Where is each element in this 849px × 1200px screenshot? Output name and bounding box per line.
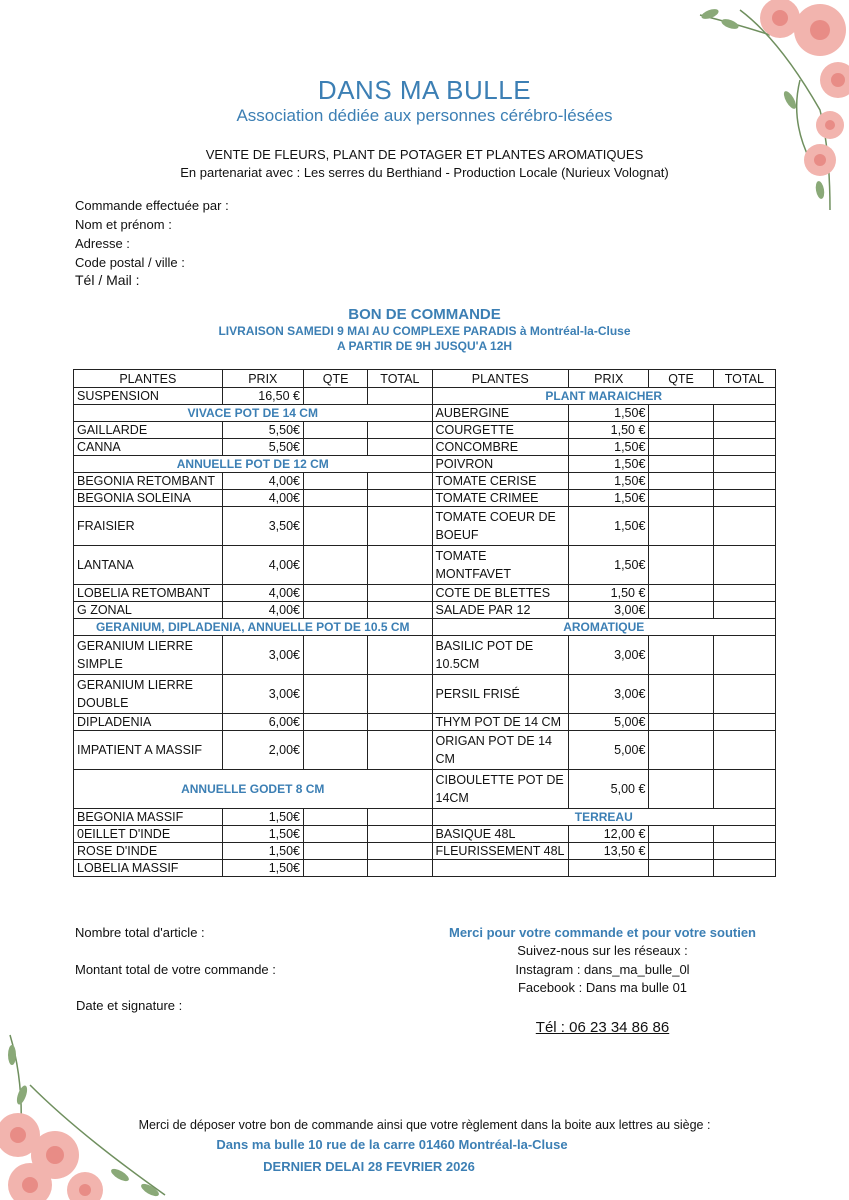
plant-price: 1,50€: [222, 843, 303, 860]
total-cell: [368, 507, 432, 546]
instagram-handle: Instagram : dans_ma_bulle_0l: [515, 962, 690, 977]
plant-name: CONCOMBRE: [432, 439, 569, 456]
table-row: [74, 826, 776, 843]
page-title: DANS MA BULLE: [317, 75, 532, 105]
column-header: PRIX: [569, 370, 649, 388]
table-row: [74, 675, 776, 714]
quantity-cell: [649, 675, 713, 714]
plant-name: TOMATE CERISE: [432, 473, 569, 490]
order-table: [73, 369, 776, 877]
plant-name: CANNA: [74, 439, 223, 456]
quantity-cell: [303, 826, 367, 843]
table-row: [74, 770, 776, 809]
quantity-cell: [303, 860, 367, 877]
plant-name: LOBELIA RETOMBANT: [74, 585, 223, 602]
plant-price: 1,50€: [569, 490, 649, 507]
total-cell: [713, 422, 775, 439]
quantity-cell: [303, 439, 367, 456]
table-row: [74, 809, 776, 826]
date-signature-label: Date et signature :: [76, 998, 183, 1013]
total-amount-label: Montant total de votre commande :: [75, 962, 276, 977]
plant-price: 5,00€: [569, 714, 649, 731]
table-row: [74, 456, 776, 473]
delivery-time: A PARTIR DE 9H JUSQU'A 12H: [336, 339, 513, 353]
quantity-cell: [649, 546, 713, 585]
total-cell: [368, 843, 432, 860]
plant-price: 1,50 €: [569, 422, 649, 439]
section-header: ANNUELLE POT DE 12 CM: [74, 456, 433, 473]
name-field: Nom et prénom :: [75, 217, 172, 232]
total-cell: [368, 490, 432, 507]
table-row: [74, 405, 776, 422]
total-cell: [713, 507, 775, 546]
plant-price: 16,50 €: [222, 388, 303, 405]
plant-name: LANTANA: [74, 546, 223, 585]
plant-name: TOMATE CRIMEE: [432, 490, 569, 507]
table-row: [74, 473, 776, 490]
plant-price: 6,00€: [222, 714, 303, 731]
plant-name: TOMATE COEUR DE BOEUF: [432, 507, 569, 546]
total-cell: [713, 714, 775, 731]
total-cell: [713, 675, 775, 714]
section-header: ANNUELLE GODET 8 CM: [74, 770, 433, 809]
quantity-cell: [649, 507, 713, 546]
plant-name: LOBELIA MASSIF: [74, 860, 223, 877]
plant-price: 1,50€: [222, 860, 303, 877]
plant-price: 5,50€: [222, 439, 303, 456]
section-header: VIVACE POT DE 14 CM: [74, 405, 433, 422]
plant-name: DIPLADENIA: [74, 714, 223, 731]
total-cell: [713, 826, 775, 843]
plant-price: 1,50€: [569, 546, 649, 585]
sale-description: VENTE DE FLEURS, PLANT DE POTAGER ET PLANTES AROMATIQUES: [205, 147, 644, 162]
section-header: AROMATIQUE: [432, 619, 776, 636]
plant-name: SALADE PAR 12: [432, 602, 569, 619]
phone-mail-field: Tél / Mail :: [75, 272, 140, 288]
ordered-by-field: Commande effectuée par :: [75, 198, 229, 213]
quantity-cell: [303, 507, 367, 546]
partner-line: En partenariat avec : Les serres du Berthiand - Production Locale (Nurieux Volognat): [180, 165, 669, 180]
total-cell: [713, 546, 775, 585]
plant-price: 1,50€: [569, 507, 649, 546]
column-header: QTE: [303, 370, 367, 388]
column-header: QTE: [649, 370, 713, 388]
plant-price: 3,50€: [222, 507, 303, 546]
quantity-cell: [303, 473, 367, 490]
table-header-row: [74, 370, 776, 388]
plant-name: GERANIUM LIERRE DOUBLE: [74, 675, 223, 714]
total-cell: [368, 731, 432, 770]
table-row: [74, 860, 776, 877]
table-row: [74, 422, 776, 439]
total-cell: [368, 602, 432, 619]
total-cell: [368, 675, 432, 714]
thanks-message: Merci pour votre commande et pour votre soutien: [449, 925, 756, 940]
plant-name: FRAISIER: [74, 507, 223, 546]
total-cell: [368, 809, 432, 826]
plant-name: CIBOULETTE POT DE 14CM: [432, 770, 569, 809]
deposit-instructions: Merci de déposer votre bon de commande ainsi que votre règlement dans la boite aux lettres au siège :: [138, 1118, 711, 1132]
delivery-info: LIVRAISON SAMEDI 9 MAI AU COMPLEXE PARADIS à Montréal-la-Cluse: [218, 324, 631, 338]
column-header: PLANTES: [74, 370, 223, 388]
plant-price: 5,50€: [222, 422, 303, 439]
plant-name: IMPATIENT A MASSIF: [74, 731, 223, 770]
table-row: [74, 439, 776, 456]
total-cell: [713, 473, 775, 490]
column-header: TOTAL: [713, 370, 775, 388]
quantity-cell: [303, 602, 367, 619]
plant-price: 3,00€: [569, 675, 649, 714]
quantity-cell: [649, 770, 713, 809]
column-header: TOTAL: [368, 370, 432, 388]
plant-price: 1,50€: [569, 405, 649, 422]
quantity-cell: [649, 636, 713, 675]
follow-us: Suivez-nous sur les réseaux :: [517, 943, 688, 958]
total-cell: [368, 714, 432, 731]
quantity-cell: [303, 731, 367, 770]
total-cell: [713, 731, 775, 770]
plant-price: [569, 860, 649, 877]
plant-price: 3,00€: [222, 675, 303, 714]
total-cell: [368, 439, 432, 456]
plant-price: 1,50€: [569, 439, 649, 456]
section-header: GERANIUM, DIPLADENIA, ANNUELLE POT DE 10.5 CM: [74, 619, 433, 636]
quantity-cell: [649, 843, 713, 860]
total-cell: [368, 546, 432, 585]
plant-price: 5,00€: [569, 731, 649, 770]
plant-name: [432, 860, 569, 877]
plant-price: 5,00 €: [569, 770, 649, 809]
table-row: [74, 585, 776, 602]
quantity-cell: [649, 490, 713, 507]
total-cell: [713, 843, 775, 860]
quantity-cell: [649, 602, 713, 619]
total-cell: [713, 490, 775, 507]
plant-name: BEGONIA SOLEINA: [74, 490, 223, 507]
total-cell: [713, 860, 775, 877]
total-cell: [713, 602, 775, 619]
plant-price: 12,00 €: [569, 826, 649, 843]
plant-name: GERANIUM LIERRE SIMPLE: [74, 636, 223, 675]
deadline: DERNIER DELAI 28 FEVRIER 2026: [263, 1159, 475, 1174]
quantity-cell: [303, 714, 367, 731]
plant-price: 1,50€: [569, 456, 649, 473]
plant-name: AUBERGINE: [432, 405, 569, 422]
total-cell: [368, 636, 432, 675]
quantity-cell: [303, 675, 367, 714]
page-subtitle: Association dédiée aux personnes cérébro-lésées: [236, 106, 613, 125]
quantity-cell: [649, 422, 713, 439]
table-row: [74, 636, 776, 675]
quantity-cell: [649, 439, 713, 456]
plant-name: COTE DE BLETTES: [432, 585, 569, 602]
plant-name: ROSE D'INDE: [74, 843, 223, 860]
table-row: [74, 507, 776, 546]
facebook-handle: Facebook : Dans ma bulle 01: [517, 980, 688, 995]
total-articles-label: Nombre total d'article :: [75, 925, 205, 940]
postal-field: Code postal / ville :: [75, 255, 185, 270]
plant-price: 4,00€: [222, 490, 303, 507]
quantity-cell: [649, 456, 713, 473]
table-row: [74, 602, 776, 619]
column-header: PRIX: [222, 370, 303, 388]
table-row: [74, 619, 776, 636]
plant-name: THYM POT DE 14 CM: [432, 714, 569, 731]
plant-name: GAILLARDE: [74, 422, 223, 439]
plant-price: 1,50€: [222, 809, 303, 826]
plant-name: BASILIC POT DE 10.5CM: [432, 636, 569, 675]
plant-name: SUSPENSION: [74, 388, 223, 405]
quantity-cell: [649, 473, 713, 490]
plant-price: 3,00€: [569, 636, 649, 675]
quantity-cell: [649, 585, 713, 602]
table-row: [74, 731, 776, 770]
table-row: [74, 843, 776, 860]
quantity-cell: [303, 585, 367, 602]
plant-name: TOMATE MONTFAVET: [432, 546, 569, 585]
section-header: TERREAU: [432, 809, 776, 826]
plant-price: 1,50€: [569, 473, 649, 490]
quantity-cell: [649, 714, 713, 731]
total-cell: [713, 405, 775, 422]
plant-price: 1,50€: [222, 826, 303, 843]
quantity-cell: [303, 809, 367, 826]
plant-name: COURGETTE: [432, 422, 569, 439]
total-cell: [368, 473, 432, 490]
plant-name: PERSIL FRISÉ: [432, 675, 569, 714]
column-header: PLANTES: [432, 370, 569, 388]
total-cell: [713, 585, 775, 602]
total-cell: [713, 770, 775, 809]
quantity-cell: [649, 405, 713, 422]
total-cell: [368, 422, 432, 439]
total-cell: [368, 388, 432, 405]
total-cell: [368, 826, 432, 843]
plant-price: 13,50 €: [569, 843, 649, 860]
quantity-cell: [303, 843, 367, 860]
plant-name: BASIQUE 48L: [432, 826, 569, 843]
quantity-cell: [303, 490, 367, 507]
total-cell: [713, 439, 775, 456]
table-row: [74, 490, 776, 507]
quantity-cell: [303, 636, 367, 675]
order-form-title: BON DE COMMANDE: [348, 306, 501, 323]
table-row: [74, 546, 776, 585]
quantity-cell: [303, 422, 367, 439]
plant-name: 0EILLET D'INDE: [74, 826, 223, 843]
plant-name: POIVRON: [432, 456, 569, 473]
plant-price: 3,00€: [569, 602, 649, 619]
table-row: [74, 714, 776, 731]
quantity-cell: [303, 388, 367, 405]
total-cell: [713, 456, 775, 473]
quantity-cell: [649, 826, 713, 843]
table-row: [74, 388, 776, 405]
quantity-cell: [649, 860, 713, 877]
total-cell: [368, 860, 432, 877]
plant-price: 2,00€: [222, 731, 303, 770]
plant-price: 3,00€: [222, 636, 303, 675]
address-field: Adresse :: [75, 236, 130, 251]
quantity-cell: [649, 731, 713, 770]
section-header: PLANT MARAICHER: [432, 388, 776, 405]
plant-name: BEGONIA MASSIF: [74, 809, 223, 826]
phone-number: Tél : 06 23 34 86 86: [535, 1019, 670, 1036]
deposit-address: Dans ma bulle 10 rue de la carre 01460 Montréal-la-Cluse: [216, 1137, 568, 1152]
plant-name: BEGONIA RETOMBANT: [74, 473, 223, 490]
plant-price: 4,00€: [222, 602, 303, 619]
plant-price: 1,50 €: [569, 585, 649, 602]
quantity-cell: [303, 546, 367, 585]
plant-name: G ZONAL: [74, 602, 223, 619]
plant-name: FLEURISSEMENT 48L: [432, 843, 569, 860]
plant-price: 4,00€: [222, 585, 303, 602]
total-cell: [713, 636, 775, 675]
plant-price: 4,00€: [222, 473, 303, 490]
total-cell: [368, 585, 432, 602]
plant-price: 4,00€: [222, 546, 303, 585]
plant-name: ORIGAN POT DE 14 CM: [432, 731, 569, 770]
